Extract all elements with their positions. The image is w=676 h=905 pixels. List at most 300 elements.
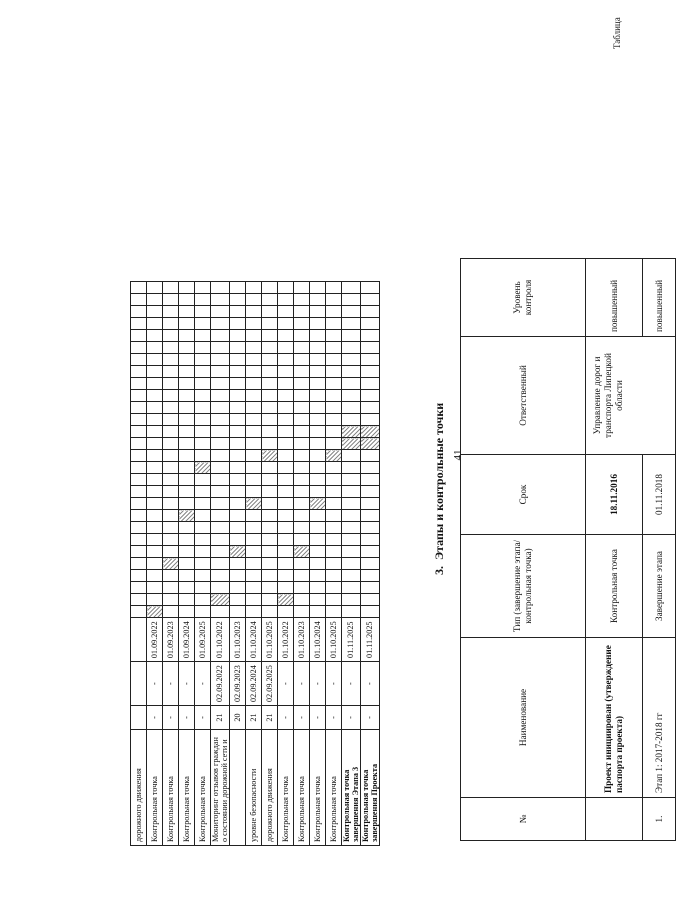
gantt-cell: [131, 546, 147, 558]
gantt-cell: [147, 402, 163, 414]
gantt-cell: [342, 474, 361, 486]
gantt-cell: [342, 294, 361, 306]
gantt-cell: [326, 546, 342, 558]
gantt-cell: [310, 330, 326, 342]
row-task-name: Контрольная точка: [310, 730, 326, 846]
gantt-cell: [230, 522, 246, 534]
row-end-date: 01.09.2023: [163, 618, 179, 662]
gantt-cell: [131, 366, 147, 378]
gantt-cell: [230, 606, 246, 618]
schedule-row: [179, 282, 195, 846]
gantt-cell: [195, 378, 211, 390]
gantt-cell: [361, 402, 380, 414]
gantt-cell: [230, 342, 246, 354]
schedule-row: [131, 282, 147, 846]
row-start-date: 02.09.2022: [211, 662, 230, 706]
gantt-cell: [310, 390, 326, 402]
gantt-cell: [310, 366, 326, 378]
gantt-cell: [246, 606, 262, 618]
row-level: повышенный: [586, 259, 643, 337]
gantt-cell: [195, 510, 211, 522]
gantt-cell: [361, 558, 380, 570]
schedule-row: [294, 282, 310, 846]
gantt-cell: [131, 462, 147, 474]
gantt-cell: [211, 510, 230, 522]
gantt-cell: [310, 486, 326, 498]
gantt-cell: [147, 294, 163, 306]
gantt-cell: [131, 354, 147, 366]
gantt-cell: [179, 306, 195, 318]
header-date: Срок: [461, 455, 586, 535]
gantt-cell: [179, 282, 195, 294]
schedule-row: [195, 282, 211, 846]
gantt-cell: [195, 546, 211, 558]
gantt-cell: [131, 342, 147, 354]
schedule-row: [163, 282, 179, 846]
gantt-cell: [211, 330, 230, 342]
gantt-cell: [131, 282, 147, 294]
gantt-cell: [179, 354, 195, 366]
row-duration: -: [147, 706, 163, 730]
gantt-cell: [131, 450, 147, 462]
row-task-name: уровне безопасности: [246, 730, 262, 846]
table-label: Таблица: [612, 17, 622, 49]
gantt-cell: [246, 510, 262, 522]
gantt-cell: [310, 594, 326, 606]
gantt-cell: [195, 522, 211, 534]
row-date: 01.11.2018: [643, 455, 676, 535]
gantt-cell: [278, 294, 294, 306]
gantt-cell: [246, 390, 262, 402]
gantt-cell: [211, 318, 230, 330]
gantt-cell: [131, 558, 147, 570]
gantt-cell: [326, 294, 342, 306]
gantt-cell: [246, 558, 262, 570]
gantt-cell: [294, 522, 310, 534]
gantt-cell: [195, 594, 211, 606]
gantt-cell: [147, 582, 163, 594]
row-task-name: дорожного движения: [262, 730, 278, 846]
gantt-cell: [262, 546, 278, 558]
gantt-cell: [131, 438, 147, 450]
gantt-cell: [278, 534, 294, 546]
row-end-date: 01.10.2023: [230, 618, 246, 662]
gantt-cell: [147, 378, 163, 390]
gantt-cell: [179, 402, 195, 414]
gantt-cell: [230, 330, 246, 342]
gantt-cell: [163, 486, 179, 498]
gantt-cell: [326, 438, 342, 450]
gantt-cell: [361, 330, 380, 342]
gantt-cell: [163, 306, 179, 318]
gantt-cell: [195, 486, 211, 498]
gantt-cell: [147, 558, 163, 570]
gantt-cell: [246, 522, 262, 534]
gantt-cell: [195, 414, 211, 426]
gantt-cell: [294, 306, 310, 318]
gantt-cell: [262, 486, 278, 498]
row-duration: 20: [230, 706, 246, 730]
gantt-cell: [294, 534, 310, 546]
row-date: 18.11.2016: [586, 455, 643, 535]
gantt-cell: [211, 606, 230, 618]
gantt-cell: [278, 306, 294, 318]
gantt-cell: [278, 570, 294, 582]
schedule-row: [262, 282, 278, 846]
gantt-cell: [361, 378, 380, 390]
row-start-date: 02.09.2024: [246, 662, 262, 706]
schedule-row: [246, 282, 262, 846]
gantt-cell: [361, 594, 380, 606]
gantt-cell: [262, 594, 278, 606]
gantt-cell: [211, 402, 230, 414]
gantt-cell: [179, 342, 195, 354]
gantt-cell: [179, 294, 195, 306]
gantt-cell: [262, 402, 278, 414]
gantt-cell: [342, 570, 361, 582]
gantt-cell: [262, 570, 278, 582]
gantt-cell: [361, 498, 380, 510]
gantt-cell: [310, 522, 326, 534]
gantt-cell-active: [361, 426, 380, 438]
row-responsible: Управление дорог и транспорта Липецкой области: [586, 337, 676, 455]
gantt-cell: [211, 354, 230, 366]
row-start-date: -: [361, 662, 380, 706]
gantt-cell: [147, 462, 163, 474]
gantt-cell: [147, 498, 163, 510]
stages-header-row: [461, 259, 586, 841]
gantt-cell: [326, 498, 342, 510]
gantt-cell: [230, 510, 246, 522]
gantt-cell: [310, 354, 326, 366]
gantt-cell: [326, 570, 342, 582]
gantt-cell: [179, 462, 195, 474]
row-duration: -: [195, 706, 211, 730]
gantt-cell: [163, 462, 179, 474]
gantt-cell: [179, 378, 195, 390]
gantt-cell: [294, 366, 310, 378]
gantt-cell: [262, 510, 278, 522]
gantt-cell: [262, 474, 278, 486]
gantt-cell: [230, 402, 246, 414]
row-task-name: Контрольная точка: [278, 730, 294, 846]
gantt-cell: [131, 390, 147, 402]
gantt-cell: [195, 534, 211, 546]
gantt-cell: [342, 498, 361, 510]
gantt-cell: [179, 450, 195, 462]
gantt-cell: [131, 606, 147, 618]
gantt-cell: [361, 522, 380, 534]
gantt-cell: [342, 342, 361, 354]
gantt-cell: [361, 606, 380, 618]
schedule-row: [326, 282, 342, 846]
gantt-cell: [326, 534, 342, 546]
gantt-cell: [262, 534, 278, 546]
gantt-cell: [262, 606, 278, 618]
gantt-cell: [342, 462, 361, 474]
header-name: Наименование: [461, 638, 586, 798]
gantt-cell: [246, 354, 262, 366]
row-task-name: Контрольная точка: [294, 730, 310, 846]
gantt-cell: [326, 594, 342, 606]
gantt-cell: [147, 366, 163, 378]
row-duration: -: [179, 706, 195, 730]
gantt-cell: [342, 546, 361, 558]
gantt-cell: [278, 366, 294, 378]
row-start-date: -: [195, 662, 211, 706]
gantt-cell: [294, 606, 310, 618]
gantt-cell: [326, 582, 342, 594]
gantt-cell: [278, 450, 294, 462]
row-end-date: 01.10.2024: [310, 618, 326, 662]
schedule-row: [278, 282, 294, 846]
gantt-cell: [211, 558, 230, 570]
row-duration: -: [294, 706, 310, 730]
gantt-cell-active: [195, 462, 211, 474]
gantt-cell-active: [262, 450, 278, 462]
gantt-cell: [211, 438, 230, 450]
gantt-cell: [211, 426, 230, 438]
gantt-cell: [147, 390, 163, 402]
gantt-cell: [278, 558, 294, 570]
gantt-cell: [195, 498, 211, 510]
gantt-cell: [131, 426, 147, 438]
row-task-name: Контрольная точка завершения Проекта: [361, 730, 380, 846]
gantt-cell: [326, 558, 342, 570]
stages-table: [460, 258, 676, 841]
gantt-cell: [326, 342, 342, 354]
gantt-cell: [326, 474, 342, 486]
gantt-cell: [163, 522, 179, 534]
gantt-cell: [179, 570, 195, 582]
gantt-cell: [163, 318, 179, 330]
gantt-cell: [131, 318, 147, 330]
gantt-cell: [195, 342, 211, 354]
gantt-cell: [342, 282, 361, 294]
gantt-cell: [310, 426, 326, 438]
gantt-cell: [326, 330, 342, 342]
gantt-cell: [147, 510, 163, 522]
gantt-cell: [278, 582, 294, 594]
row-type: Контрольная точка: [586, 535, 643, 638]
gantt-cell: [310, 474, 326, 486]
row-end-date: 01.10.2024: [246, 618, 262, 662]
row-end-date: [131, 618, 147, 662]
gantt-cell: [278, 330, 294, 342]
gantt-cell: [326, 306, 342, 318]
gantt-cell: [294, 558, 310, 570]
gantt-cell: [230, 570, 246, 582]
gantt-cell: [230, 498, 246, 510]
gantt-cell: [361, 486, 380, 498]
gantt-cell: [342, 522, 361, 534]
schedule-table-body: [131, 282, 380, 846]
gantt-cell-active: [179, 510, 195, 522]
gantt-cell: [131, 522, 147, 534]
gantt-cell: [230, 486, 246, 498]
gantt-cell: [262, 294, 278, 306]
gantt-cell: [262, 438, 278, 450]
gantt-cell: [246, 582, 262, 594]
row-end-date: 01.10.2025: [326, 618, 342, 662]
gantt-cell: [195, 402, 211, 414]
schedule-row: [342, 282, 361, 846]
gantt-cell-active: [246, 498, 262, 510]
row-start-date: -: [163, 662, 179, 706]
gantt-cell: [310, 450, 326, 462]
gantt-cell: [211, 342, 230, 354]
gantt-cell: [131, 582, 147, 594]
row-end-date: 01.09.2025: [195, 618, 211, 662]
gantt-cell: [163, 606, 179, 618]
gantt-cell: [211, 462, 230, 474]
row-type: Завершение этапа: [643, 535, 676, 638]
gantt-cell: [246, 534, 262, 546]
gantt-cell: [195, 282, 211, 294]
gantt-cell: [131, 330, 147, 342]
gantt-cell: [342, 510, 361, 522]
gantt-cell: [361, 342, 380, 354]
gantt-cell: [230, 462, 246, 474]
gantt-cell: [342, 366, 361, 378]
row-task-name: Мониторинг отзывов граждан о состоянии дорожной сети и: [211, 730, 230, 846]
gantt-cell: [326, 414, 342, 426]
gantt-cell: [246, 366, 262, 378]
schedule-row: [230, 282, 246, 846]
gantt-cell: [131, 594, 147, 606]
gantt-cell: [246, 450, 262, 462]
gantt-cell-active: [211, 594, 230, 606]
gantt-cell: [342, 582, 361, 594]
gantt-cell: [310, 378, 326, 390]
gantt-cell: [361, 390, 380, 402]
gantt-cell: [195, 318, 211, 330]
gantt-cell: [230, 594, 246, 606]
gantt-cell: [163, 498, 179, 510]
section-number: 3.: [432, 566, 446, 575]
gantt-cell: [230, 282, 246, 294]
gantt-cell: [230, 306, 246, 318]
gantt-cell: [278, 462, 294, 474]
gantt-cell: [310, 318, 326, 330]
schedule-row: [147, 282, 163, 846]
gantt-cell: [361, 534, 380, 546]
gantt-cell: [310, 606, 326, 618]
row-end-date: 01.11.2025: [342, 618, 361, 662]
gantt-cell: [361, 570, 380, 582]
gantt-cell: [278, 498, 294, 510]
gantt-cell: [163, 426, 179, 438]
gantt-cell: [310, 438, 326, 450]
gantt-cell-active: [342, 426, 361, 438]
gantt-cell: [310, 294, 326, 306]
row-task-name: дорожного движения: [131, 730, 147, 846]
gantt-cell: [195, 426, 211, 438]
gantt-cell: [195, 390, 211, 402]
gantt-cell: [179, 558, 195, 570]
gantt-cell: [262, 498, 278, 510]
gantt-cell: [163, 594, 179, 606]
gantt-cell: [131, 414, 147, 426]
gantt-cell: [294, 354, 310, 366]
gantt-cell: [131, 498, 147, 510]
gantt-cell: [163, 546, 179, 558]
gantt-cell: [246, 546, 262, 558]
gantt-cell: [147, 438, 163, 450]
schedule-table: [130, 281, 380, 846]
header-type: Тип (завершение этапа/контрольная точка): [461, 535, 586, 638]
schedule-row: [361, 282, 380, 846]
gantt-cell: [147, 282, 163, 294]
gantt-cell: [179, 522, 195, 534]
gantt-cell: [310, 306, 326, 318]
gantt-cell: [195, 306, 211, 318]
gantt-cell: [361, 414, 380, 426]
gantt-cell: [147, 450, 163, 462]
gantt-cell: [294, 498, 310, 510]
gantt-cell: [262, 558, 278, 570]
gantt-cell: [294, 282, 310, 294]
gantt-cell: [179, 594, 195, 606]
gantt-cell: [163, 510, 179, 522]
gantt-cell: [361, 450, 380, 462]
gantt-cell: [294, 438, 310, 450]
gantt-cell: [246, 306, 262, 318]
gantt-cell: [310, 342, 326, 354]
row-duration: -: [278, 706, 294, 730]
gantt-cell: [342, 402, 361, 414]
gantt-cell: [361, 318, 380, 330]
gantt-cell: [278, 474, 294, 486]
gantt-cell: [262, 378, 278, 390]
gantt-cell: [294, 414, 310, 426]
gantt-cell: [211, 414, 230, 426]
section-title: [432, 315, 447, 575]
row-duration: -: [163, 706, 179, 730]
gantt-cell: [211, 378, 230, 390]
gantt-cell: [147, 354, 163, 366]
gantt-cell: [230, 558, 246, 570]
gantt-cell: [163, 354, 179, 366]
gantt-cell: [211, 546, 230, 558]
header-level: Уровень контроля: [461, 259, 586, 337]
gantt-cell: [342, 378, 361, 390]
section-heading: Этапы и контрольные точки: [432, 402, 446, 560]
row-num: [586, 798, 643, 841]
gantt-cell: [195, 354, 211, 366]
gantt-cell: [195, 294, 211, 306]
header-num: №: [461, 798, 586, 841]
gantt-cell: [147, 342, 163, 354]
row-task-name: Контрольная точка: [179, 730, 195, 846]
gantt-cell: [326, 522, 342, 534]
gantt-cell: [310, 534, 326, 546]
gantt-cell: [131, 378, 147, 390]
gantt-cell: [163, 342, 179, 354]
gantt-cell: [179, 318, 195, 330]
gantt-cell: [262, 354, 278, 366]
gantt-cell: [211, 306, 230, 318]
gantt-cell: [211, 486, 230, 498]
gantt-cell: [326, 390, 342, 402]
gantt-cell: [326, 318, 342, 330]
gantt-cell: [278, 522, 294, 534]
gantt-cell: [294, 390, 310, 402]
gantt-cell: [163, 390, 179, 402]
stages-row-initiated: [586, 259, 643, 841]
gantt-cell: [246, 330, 262, 342]
row-start-date: -: [342, 662, 361, 706]
